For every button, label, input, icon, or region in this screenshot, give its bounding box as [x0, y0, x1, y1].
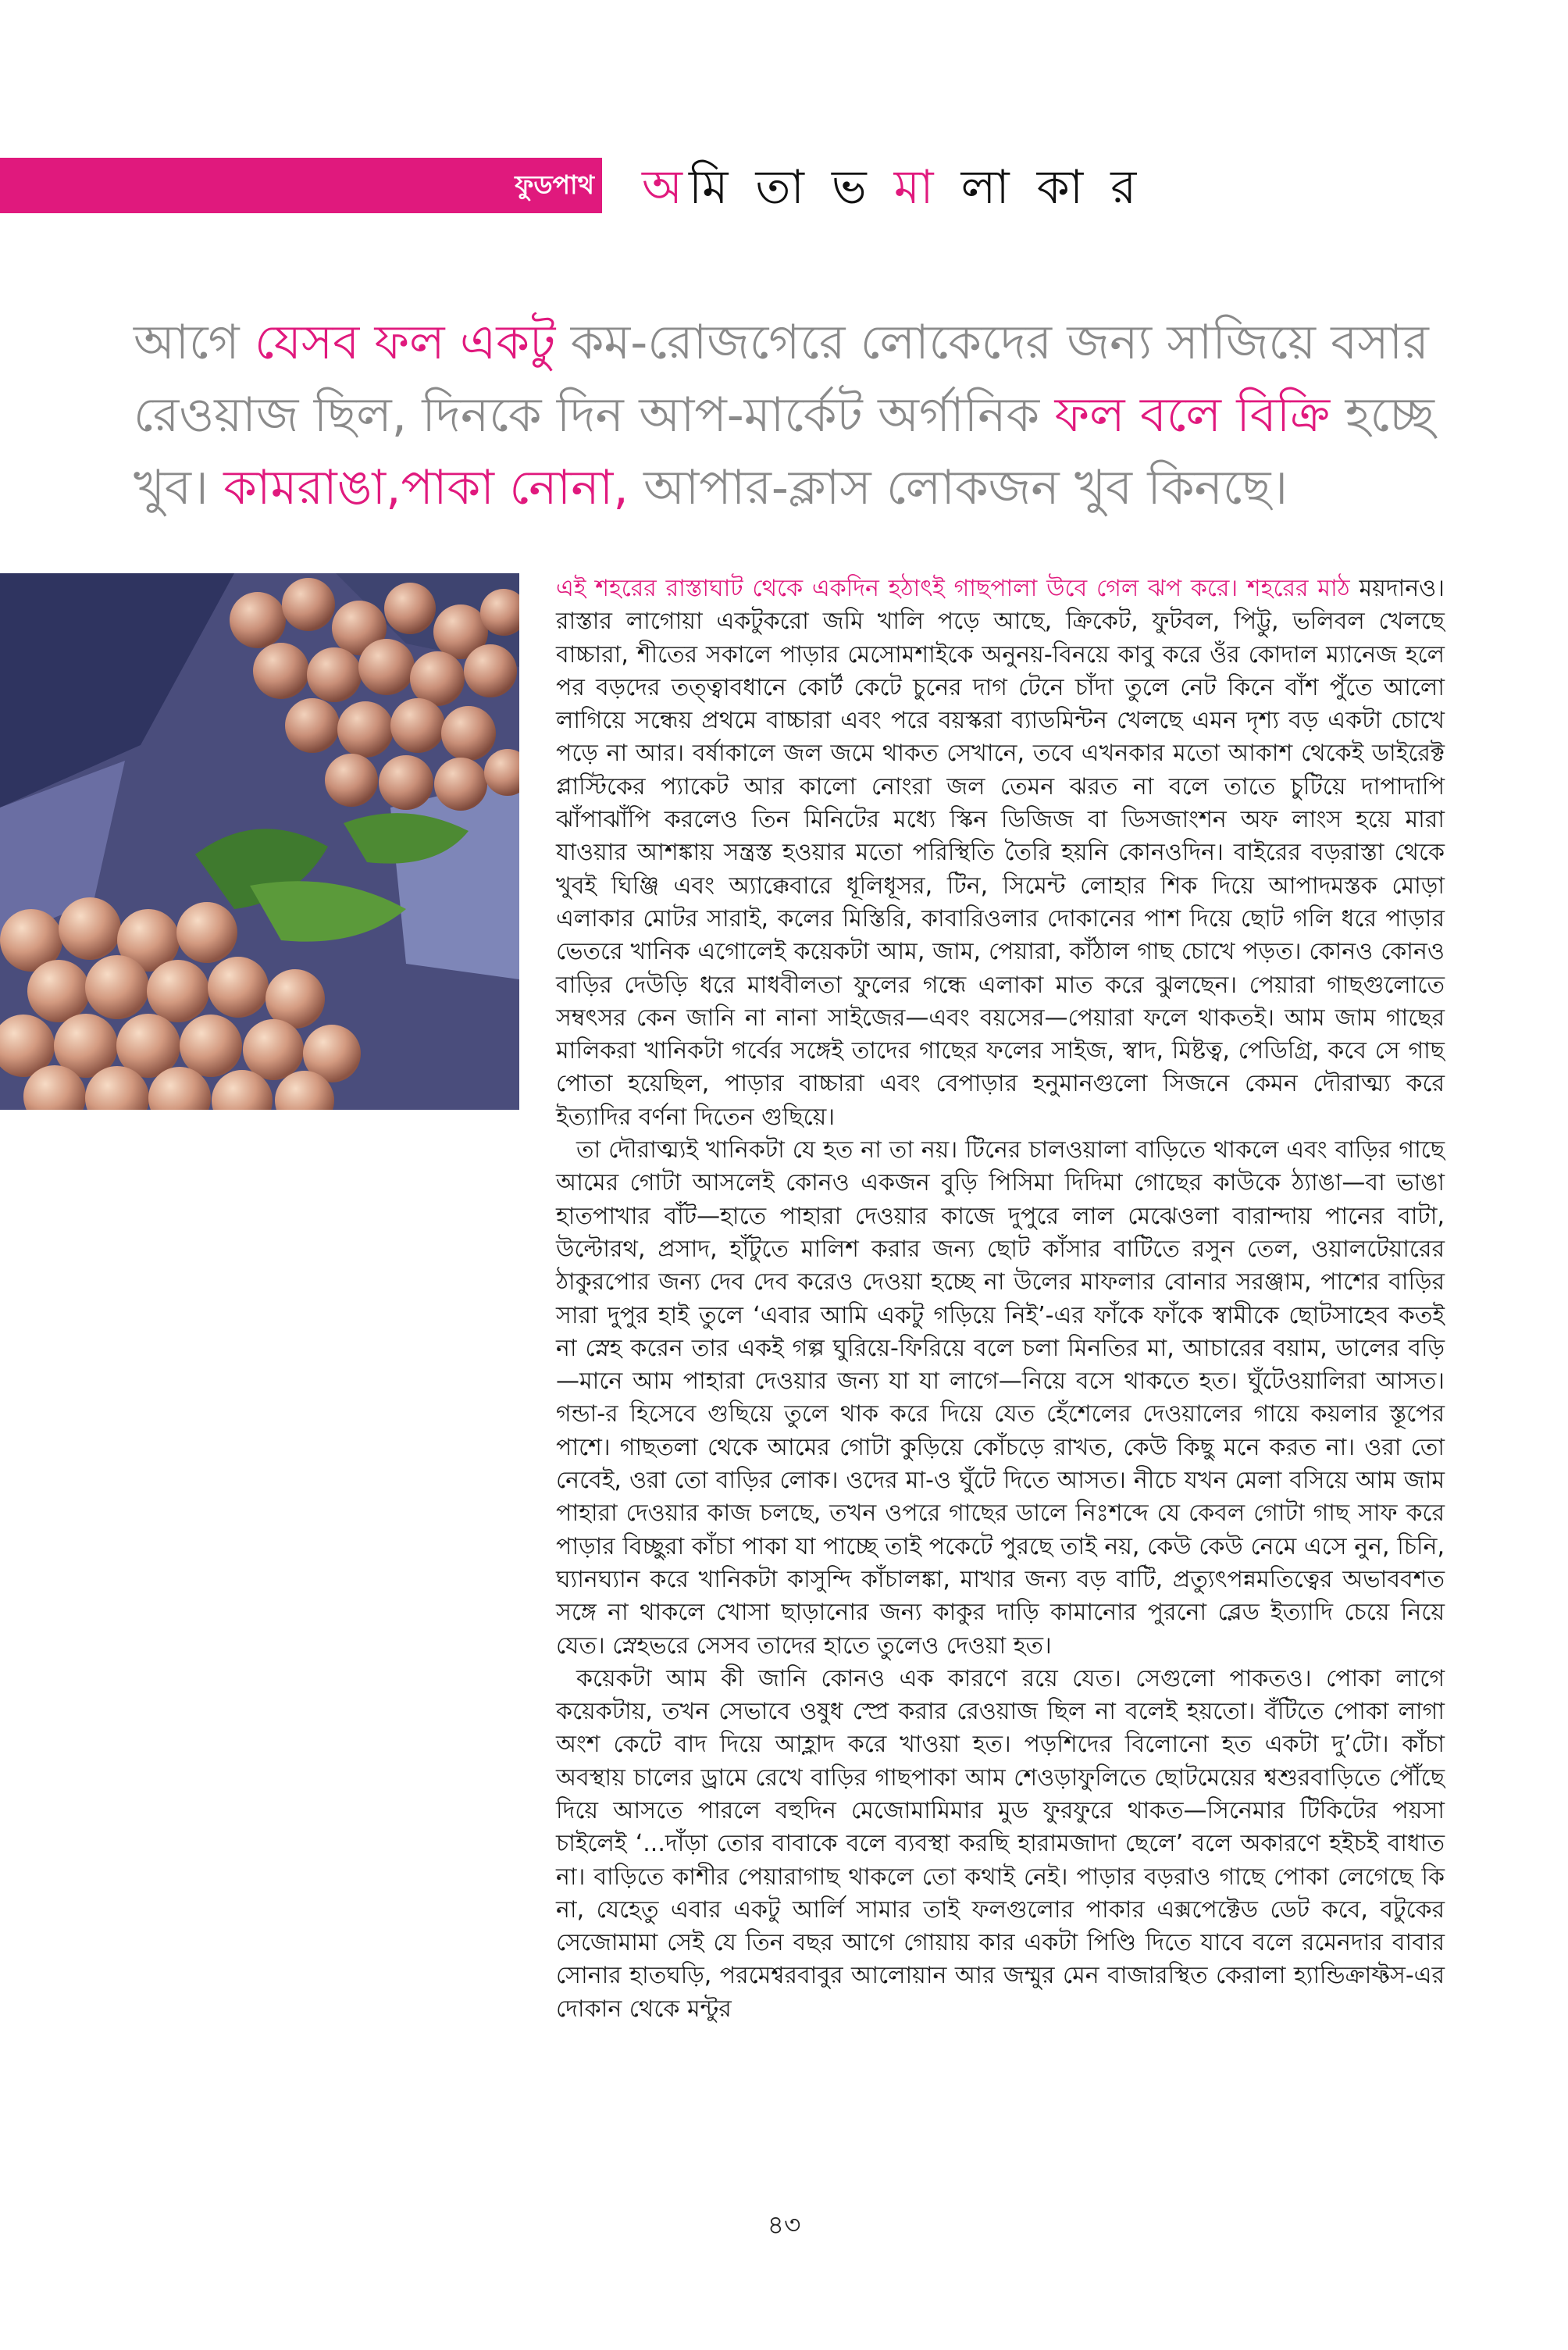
author-name [642, 152, 1142, 230]
article-photo [0, 573, 519, 1110]
section-label: ফুডপাথ [515, 169, 594, 200]
lead-highlight: কামরাঙা,পাকা নোনা, [223, 460, 629, 515]
page-number: ৪৩ [767, 2209, 801, 2240]
article-lead [134, 306, 1492, 524]
lead-text: আগে [134, 315, 255, 370]
article-body [556, 572, 1445, 2026]
section-header-bar [0, 158, 602, 213]
lead-text: আপার-ক্লাস লোকজন খুব কিনছে। [628, 460, 1288, 515]
lead-highlight: যেসব ফল একটু [255, 315, 556, 370]
body-paragraph [556, 572, 1445, 1134]
lead-highlight: ফল বলে বিক্রি [1054, 387, 1331, 443]
body-paragraph: কয়েকটা আম কী জানি কোনও এক কারণে রয়ে যেত। সেগুলো পাকতও। পোকা লাগে কয়েকটায়, তখন সেভাবে ওষুধ স্প্রে করার রেওয়াজ ছিল না বলেই হয়তো। বঁটিতে পোকা লাগা অংশ কেটে বাদ দিয়ে আহ্লাদ করে খাওয়া হত। পড়শিদের বিলোনো হত একটা দু’টো। কাঁচা অবস্থায় চালের ড্রামে রেখে বাড়ির গাছপাকা আম শেওড়াফুলিতে ছোটমেয়ের শ্বশুরবাড়িতে পৌঁছে দিয়ে আসতে পারলে বহুদিন মেজোমামিমার মুড ফুরফুরে থাকত—সিনেমার টিকিটের পয়সা চাইলেই ‘...দাঁড়া তোর বাবাকে বলে ব্যবস্থা করছি হারামজাদা ছেলে’ বলে অকারণে হইচই বাধাত না। বাড়িতে কাশীর পেয়ারাগাছ থাকলে তো কথাই নেই। পাড়ার বড়রাও গাছে পোকা লেগেছে কি না, যেহেতু এবার একটু আর্লি সামার তাই ফলগুলোর পাকার এক্সপেক্টেড ডেট কবে, বটুকের সেজোমামা সেই যে তিন বছর আগে গোয়ায় কার একটা পিণ্ডি দিতে যাবে বলে রমেনদার বাবার সোনার হাতঘড়ি, পরমেশ্বরবাবুর আলোয়ান আর জম্মুর মেন বাজারস্থিত কেরালা হ্যান্ডিক্রাফ্টস-এর দোকান থেকে মন্টুর [556, 1664, 1445, 2023]
paragraph-text: ময়দানও। রাস্তার লাগোয়া একটুকরো জমি খালি পড়ে আছে, ক্রিকেট, ফুটবল, পিট্টু, ভলিবল খেলছে বাচ্চারা, শীতের সকালে পাড়ার মেসোমশাইকে অনুনয়-বিনয়ে কাবু করে ওঁর কোদাল ম্যানেজ হলে পর বড়দের তত্ত্বাবধানে কোর্ট কেটে চুনের দাগ টেনে চাঁদা তুলে নেট কিনে বাঁশ পুঁতে আলো লাগিয়ে সন্ধেয় প্রথমে বাচ্চারা এবং পরে বয়স্করা ব্যাডমিন্টন খেলছে এমন দৃশ্য বড় একটা চোখে পড়ে না আর। বর্ষাকালে জল জমে থাকত সেখানে, তবে এখনকার মতো আকাশ থেকেই ডাইরেক্ট প্লাস্টিকের প্যাকেট আর কালো নোংরা জল তেমন ঝরত না বলে তাতে চুটিয়ে দাপাদাপি ঝাঁপাঝাঁপি করলেও তিন মিনিটের মধ্যে স্কিন ডিজিজ বা ডিসজাংশন অফ লাংস হয়ে মারা যাওয়ার আশঙ্কায় সন্ত্রস্ত হওয়ার মতো পরিস্থিতি তৈরি হয়নি কোনওদিন। বাইরের বড়রাস্তা থেকে খুবই ঘিঞ্জি এবং অ্যাক্কেবারে ধূলিধূসর, টিন, সিমেন্ট লোহার শিক দিয়ে আপাদমস্তক মোড়া এলাকার মোটর সারাই, কলের মিস্তিরি, কাবারিওলার দোকানের পাশ দিয়ে ছোট গলি ধরে পাড়ার ভেতরে খানিক এগোলেই কয়েকটা আম, জাম, পেয়ারা, কাঁঠাল গাছ চোখে পড়ত। কোনও কোনও বাড়ির দেউড়ি ধরে মাধবীলতা ফুলের গন্ধে এলাকা মাত করে ঝুলছেন। পেয়ারা গাছগুলোতে সম্বৎসর কেন জানি না নানা সাইজের—এবং বয়সের—পেয়ারা ফলে থাকতই। আম জাম গাছের মালিকরা খানিকটা গর্বের সঙ্গেই তাদের গাছের ফলের সাইজ, স্বাদ, মিষ্টত্ব, পেডিগ্রি, কবে সে গাছ পোতা হয়েছিল, পাড়ার বাচ্চারা এবং বেপাড়ার হনুমানগুলো সিজনে কেমন দৌরাত্ম্য করে ইত্যাদির বর্ণনা দিতেন গুছিয়ে। [556, 575, 1445, 1131]
author-name-part: অ [642, 160, 689, 215]
author-name-part: মি তা ভ [688, 160, 894, 215]
opening-highlight: এই শহরের রাস্তাঘাট থেকে একদিন হঠাৎই গাছপালা উবে গেল ঝপ করে। শহরের মাঠ [556, 575, 1350, 602]
body-paragraph: তা দৌরাত্ম্যই খানিকটা যে হত না তা নয়। টিনের চালওয়ালা বাড়িতে থাকলে এবং বাড়ির গাছে আমের গোটা আসলেই কোনও একজন বুড়ি পিসিমা দিদিমা গোছের কাউকে ঠ্যাঙা—বা ভাঙা হাতপাখার বাঁট—হাতে পাহারা দেওয়ার কাজে দুপুরে লাল মেঝেওলা বারান্দায় পানের বাটা, উল্টোরথ, প্রসাদ, হাঁটুতে মালিশ করার জন্য ছোট কাঁসার বাটিতে রসুন তেল, ওয়ালটেয়ারের ঠাকুরপোর জন্য দেব দেব করেও দেওয়া হচ্ছে না উলের মাফলার বোনার সরঞ্জাম, পাশের বাড়ির সারা দুপুর হাই তুলে ‘এবার আমি একটু গড়িয়ে নিই’-এর ফাঁকে ফাঁকে স্বামীকে ছোটসাহেব কতই না স্নেহ করেন তার একই গল্প ঘুরিয়ে-ফিরিয়ে বলে চলা মিনতির মা, আচারের বয়াম, ডালের বড়ি—মানে আম পাহারা দেওয়ার জন্য যা যা লাগে—নিয়ে বসে থাকতে হত। ঘুঁটেওয়ালিরা আসত। গন্ডা-র হিসেবে গুছিয়ে তুলে থাক করে দিয়ে যেত হেঁশেলের দেওয়ালের গায়ে কয়লার স্তূপের পাশে। গাছতলা থেকে আমের গোটা কুড়িয়ে কোঁচড়ে রাখত, কেউ কিছু মনে করত না। ওরা তো নেবেই, ওরা তো বাড়ির লোক। ওদের মা-ও ঘুঁটে দিতে আসত। নীচে যখন মেলা বসিয়ে আম জাম পাহারা দেওয়ার কাজ চলছে, তখন ওপরে গাছের ডালে নিঃশব্দে যে কেবল গোটা গাছ সাফ করে পাড়ার বিচ্ছুরা কাঁচা পাকা যা পাচ্ছে তাই পকেটে পুরছে তাই নয়, কেউ কেউ নেমে এসে নুন, চিনি, ঘ্যানঘ্যান করে খানিকটা কাসুন্দি কাঁচালঙ্কা, মাখার জন্য বড় বাটি, প্রত্যুৎপন্নমতিত্বের অভাববশত সঙ্গে না থাকলে খোসা ছাড়ানোর জন্য কাকুর দাড়ি কামানোর পুরনো ব্লেড ইত্যাদি চেয়ে নিয়ে যেত। স্নেহভরে সেসব তাদের হাতে তুলেও দেওয়া হত। [556, 1136, 1445, 1660]
lead-text: কম-রোজগেরে লোকেদের জন্য সাজিয়ে বসার রেওয়াজ ছিল, দিনকে দিন আপ-মার্কেট অর্গানিক [134, 315, 1429, 443]
author-name-part: লা কা র [939, 160, 1143, 215]
lead-text: হচ্ছে খুব। [134, 387, 1434, 515]
author-name-part: মা [893, 160, 940, 215]
